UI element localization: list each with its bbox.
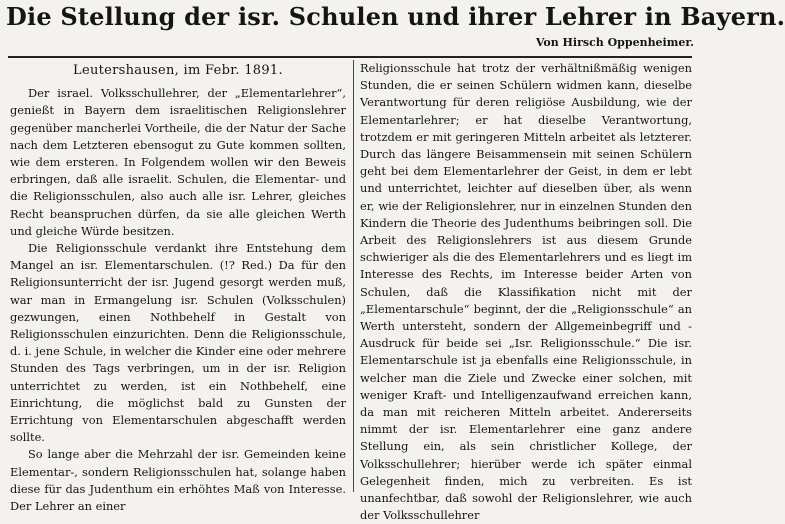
- paragraph: Religionsschule hat trotz der verhältnißmäßig wenigen Stunden, die er seinen Schülern widmen kann, dieselbe Verantwortung für deren religiöse Ausbildung, wie der Elementarlehrer; er hat dieselbe Verantwortung, trotzdem er mit geringeren Mitteln arbeitet als letzterer. Durch das längere Beisammensein mit seinen Schülern geht bei dem Elementarlehrer der Geist, in dem er lebt und unterrichtet, leichter auf dieselben über, als wenn er, wie der Religionslehrer, nur in einzelnen Stunden den Kindern die Theorie des Judenthums beibringen soll. Die Arbeit des Religionslehrers ist aus diesem Grunde schwieriger als die des Elementarlehrers und es liegt im Interesse des Rechts, im Interesse beider Arten von Schulen, daß die Klassifikation nicht mit der „Elementarschule“ beginnt, der die „Religionsschule“ an Werth untersteht, sondern der Allgemeinbegriff und -Ausdruck für beide sei „Isr. Religionsschule.“ Die isr. Elementarschule ist ja ebenfalls eine Religionsschule, in welcher man die Ziele und Zwecke einer solchen, mit weniger Kraft- und Intelligenzaufwand erreichen kann, da man mit reicheren Mitteln arbeitet. Andererseits nimmt der isr. Elementarlehrer eine ganz andere Stellung ein, als sein christlicher Kollege, der Volksschullehrer; hierüber werde ich später einmal Gelegenheit finden, mich zu verbreiten. Es ist unanfechtbar, daß sowohl der Religionslehrer, wie auch der Volksschullehrer: [360, 61, 692, 523]
- right-column: [360, 60, 692, 523]
- article-byline: Von Hirsch Oppenheimer.: [535, 36, 694, 49]
- paragraph: Die Religionsschule verdankt ihre Entstehung dem Mangel an isr. Elementarschulen. (!? Red.) Da für den Religionsunterricht der isr. Jugend gesorgt werden muß, war man in Ermangelung isr. Schulen (Volksschulen) gezwungen, einen Nothbehelf in Gestalt von Religionsschulen einzurichten. Denn die Religionsschule, d. i. jene Schule, in welcher die Kinder eine oder mehrere Stunden des Tags verbringen, um in der isr. Religion unterrichtet zu werden, ist ein Nothbehelf, eine Einrichtung, die möglichst bald zu Gunsten der Errichtung von Elementarschulen abgeschafft werden sollte.: [10, 241, 346, 445]
- dateline: Leutershausen, im Febr. 1891.: [73, 63, 283, 78]
- article-title: Die Stellung der isr. Schulen und ihrer Lehrer in Bayern.: [6, 2, 785, 31]
- paragraph: Der israel. Volksschullehrer, der „Elementarlehrer“, genießt in Bayern dem israelitischen Religionslehrer gegenüber mancherlei Vortheile, die der Natur der Sache nach dem Letzteren ebensogut zu Gute kommen sollten, wie dem ersteren. In Folgendem wollen wir den Beweis erbringen, daß alle israelit. Schulen, die Elementar- und die Religionsschulen, also auch alle isr. Lehrer, gleiches Recht beanspruchen dürfen, da sie alle gleichen Werth und gleiche Würde besitzen.: [10, 86, 346, 238]
- paragraph: So lange aber die Mehrzahl der isr. Gemeinden keine Elementar-, sondern Religionsschulen hat, solange haben diese für das Judenthum ein erhöhtes Maß von Interesse. Der Lehrer an einer: [10, 447, 346, 514]
- header-rule: [8, 56, 692, 58]
- column-divider: [353, 60, 354, 492]
- left-column: [10, 60, 346, 514]
